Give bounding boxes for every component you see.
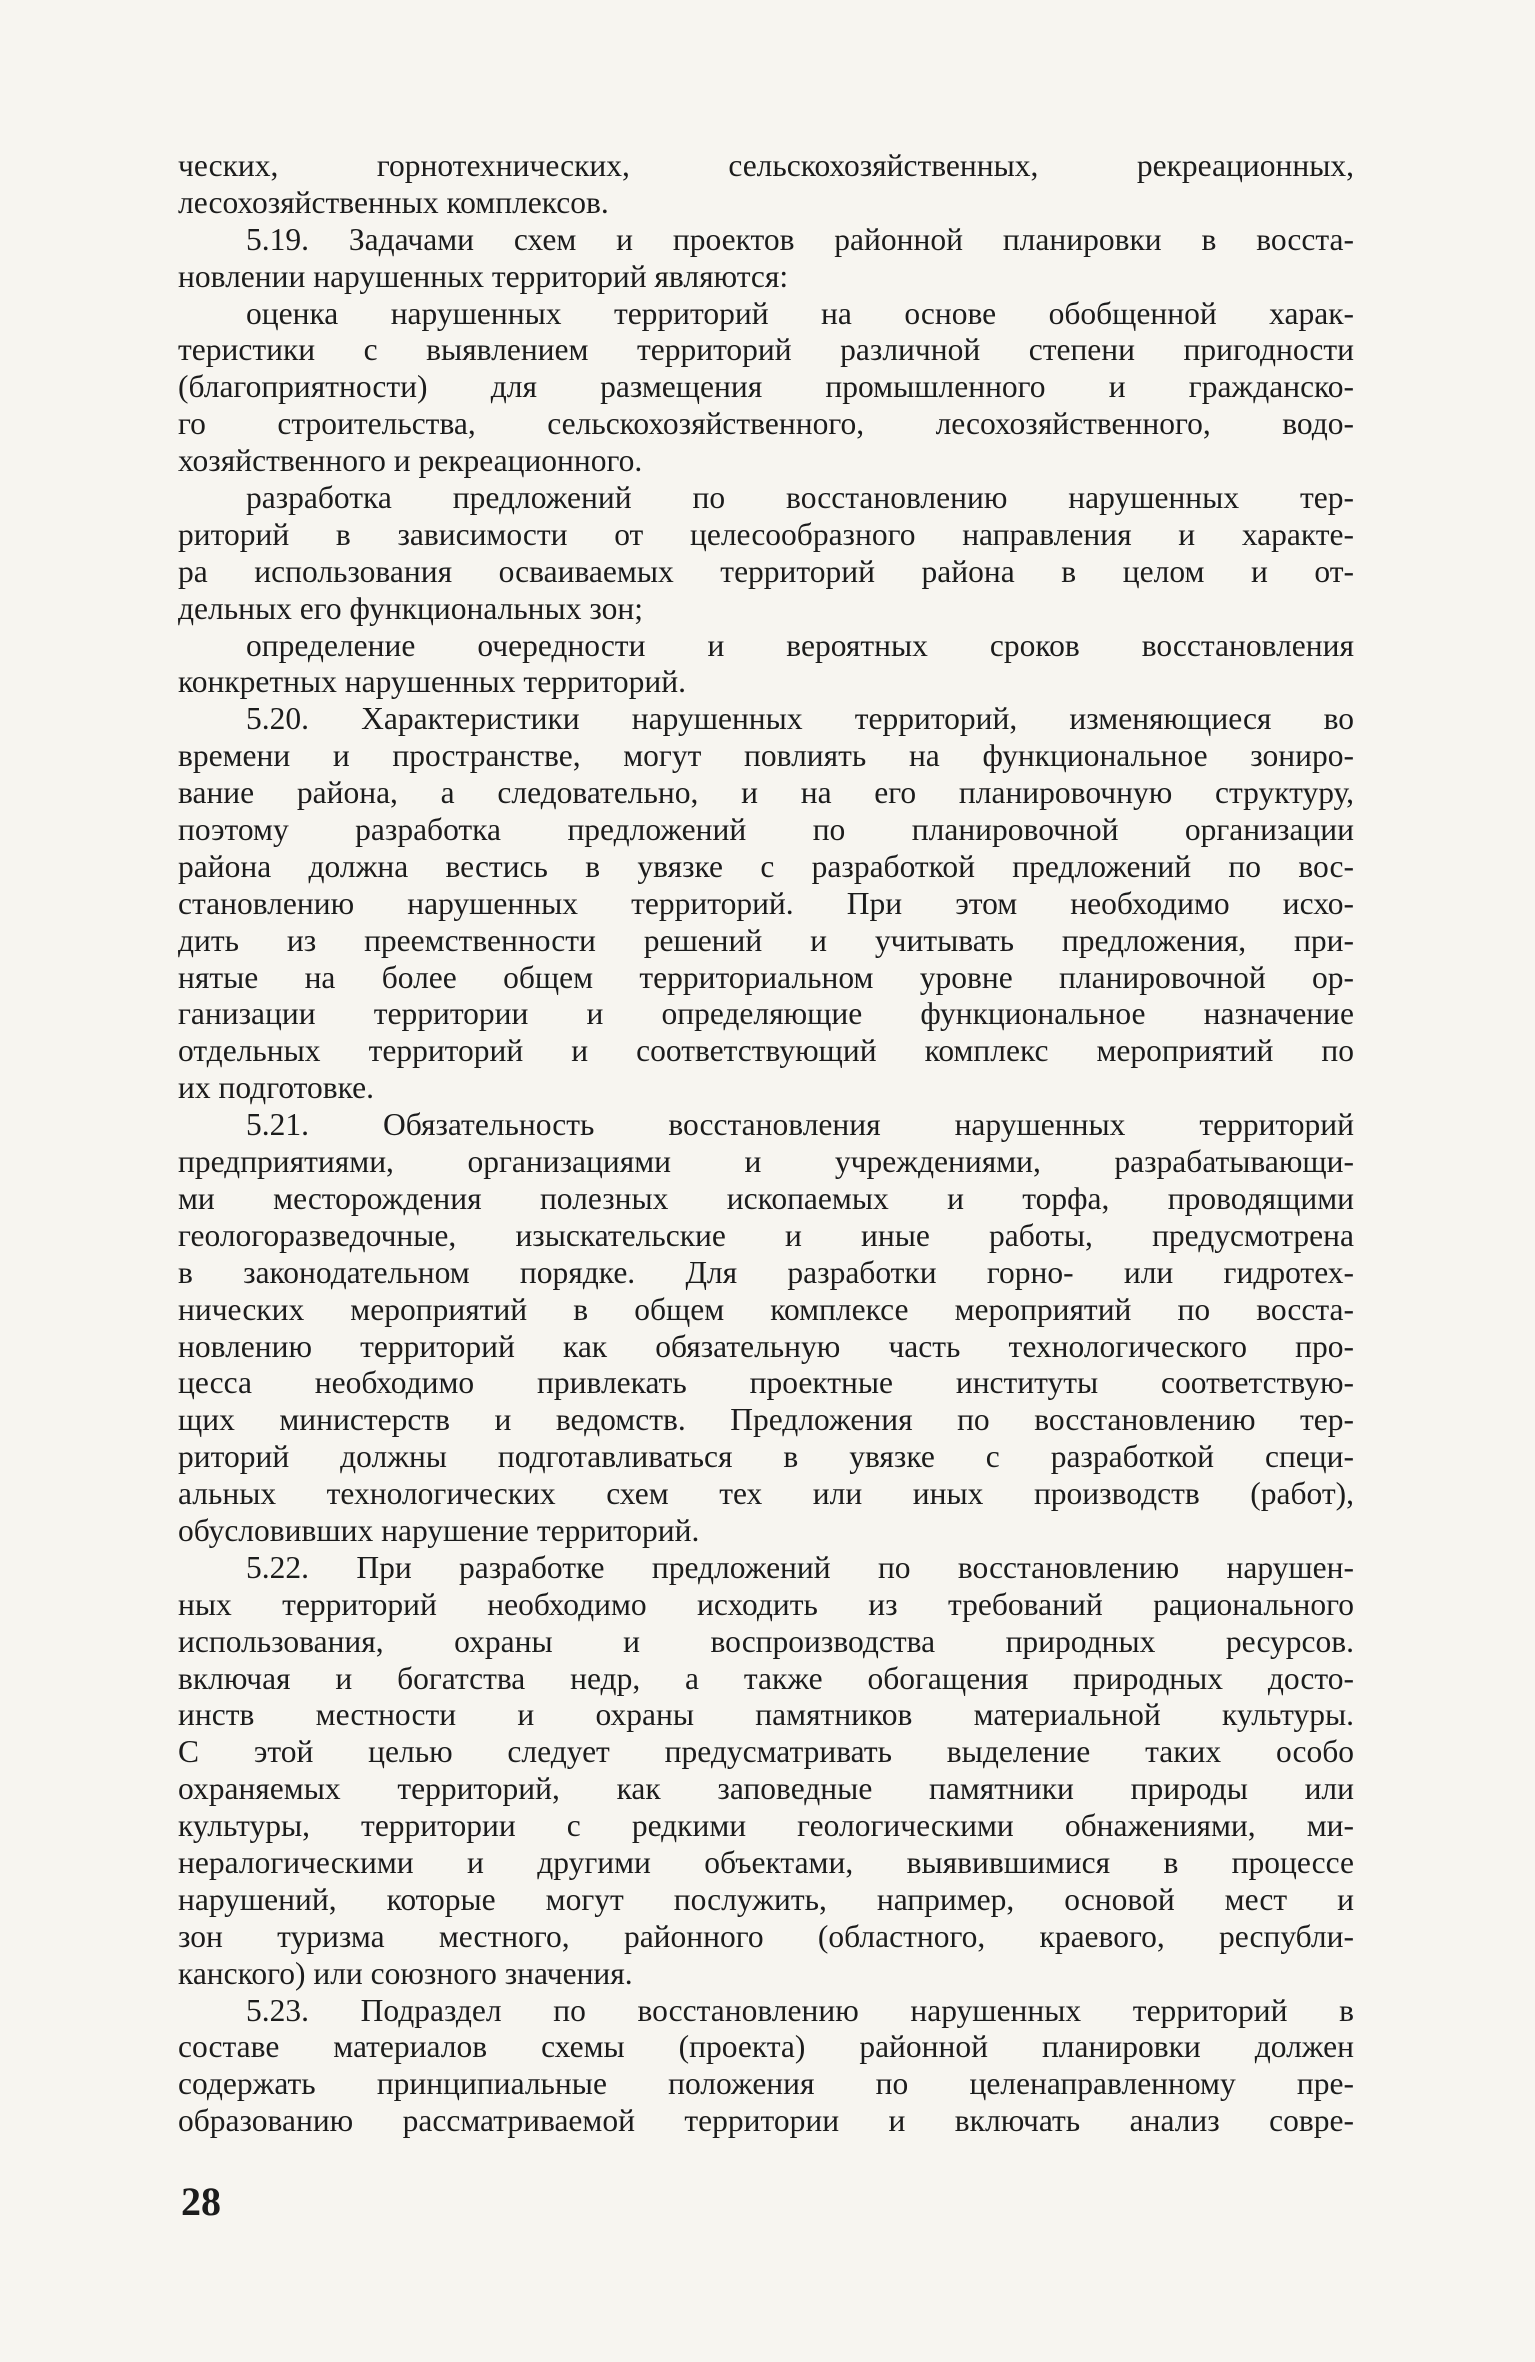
text-line: ра использования осваиваемых территорий района в целом и от- xyxy=(178,553,1354,589)
text-line: инств местности и охраны памятников материальной культуры. xyxy=(178,1697,1354,1733)
text-line: ных территорий необходимо исходить из требований рационального xyxy=(178,1586,1354,1622)
text-line: отдельных территорий и соответствующий комплекс мероприятий по xyxy=(178,1033,1354,1069)
text-line: дельных его функциональных зон; xyxy=(178,590,643,626)
text-line: определение очередности и вероятных сроков восстановления xyxy=(246,627,1354,663)
text-line: риторий должны подготавливаться в увязке с разработкой специ- xyxy=(178,1439,1354,1475)
text-line: времени и пространстве, могут повлиять на функциональное зониро- xyxy=(178,738,1354,774)
text-line: С этой целью следует предусматривать выделение таких особо xyxy=(178,1734,1354,1770)
document-body xyxy=(178,148,1354,2140)
text-line: становлению нарушенных территорий. При этом необходимо исхо- xyxy=(178,885,1354,921)
text-line: 5.23. Подраздел по восстановлению нарушенных территорий в xyxy=(246,1992,1354,2028)
text-line: вание района, а следовательно, и на его планировочную структуру, xyxy=(178,775,1354,811)
text-line: лесохозяйственных комплексов. xyxy=(178,184,609,220)
text-line: ми месторождения полезных ископаемых и торфа, проводящими xyxy=(178,1180,1354,1216)
text-line: охраняемых территорий, как заповедные памятники природы или xyxy=(178,1771,1354,1807)
text-line: составе материалов схемы (проекта) районной планировки должен xyxy=(178,2029,1354,2065)
text-line: 5.22. При разработке предложений по восстановлению нарушен- xyxy=(246,1549,1354,1585)
text-line: их подготовке. xyxy=(178,1070,375,1106)
text-line: цесса необходимо привлекать проектные институты соответствую- xyxy=(178,1365,1354,1401)
text-line: ческих, горнотехнических, сельскохозяйственных, рекреационных, xyxy=(178,148,1354,183)
text-line: 5.21. Обязательность восстановления нарушенных территорий xyxy=(246,1107,1354,1143)
text-line: конкретных нарушенных территорий. xyxy=(178,664,686,700)
text-line: нарушений, которые могут послужить, например, основой мест и xyxy=(178,1881,1354,1917)
text-line: хозяйственного и рекреационного. xyxy=(178,443,643,479)
text-line: в законодательном порядке. Для разработки горно- или гидротех- xyxy=(178,1254,1354,1290)
text-line: поэтому разработка предложений по планировочной организации xyxy=(178,812,1354,848)
text-line: культуры, территории с редкими геологическими обнажениями, ми- xyxy=(178,1808,1354,1844)
text-line: нических мероприятий в общем комплексе мероприятий по восста- xyxy=(178,1291,1354,1327)
page-number: 28 xyxy=(181,2179,221,2224)
text-line: щих министерств и ведомств. Предложения по восстановлению тер- xyxy=(178,1402,1354,1438)
text-line: зон туризма местного, районного (областного, краевого, республи- xyxy=(178,1918,1354,1954)
text-line: (благоприятности) для размещения промышленного и гражданско- xyxy=(178,369,1354,405)
text-line: содержать принципиальные положения по целенаправленному пре- xyxy=(178,2066,1354,2102)
text-line: дить из преемственности решений и учитывать предложения, при- xyxy=(178,922,1354,958)
text-line: альных технологических схем тех или иных производств (работ), xyxy=(178,1476,1354,1512)
text-line: включая и богатства недр, а также обогащения природных досто- xyxy=(178,1660,1354,1696)
text-line: образованию рассматриваемой территории и включать анализ совре- xyxy=(178,2103,1354,2139)
text-line: 5.20. Характеристики нарушенных территорий, изменяющиеся во xyxy=(246,701,1354,737)
text-line: новлению территорий как обязательную часть технологического про- xyxy=(178,1328,1354,1364)
text-line: новлении нарушенных территорий являются: xyxy=(178,258,789,294)
text-line: геологоразведочные, изыскательские и иные работы, предусмотрена xyxy=(178,1217,1354,1253)
text-line: канского) или союзного значения. xyxy=(178,1955,633,1991)
text-line: оценка нарушенных территорий на основе обобщенной харак- xyxy=(246,295,1354,331)
text-line: использования, охраны и воспроизводства природных ресурсов. xyxy=(178,1623,1354,1659)
text-line: предприятиями, организациями и учреждениями, разрабатывающи- xyxy=(178,1144,1354,1180)
text-line: нятые на более общем территориальном уровне планировочной ор- xyxy=(178,959,1354,995)
text-line: 5.19. Задачами схем и проектов районной планировки в восста- xyxy=(246,221,1354,257)
text-line: го строительства, сельскохозяйственного, лесохозяйственного, водо- xyxy=(178,406,1354,442)
text-line: ганизации территории и определяющие функциональное назначение xyxy=(178,996,1354,1032)
text-line: теристики с выявлением территорий различной степени пригодности xyxy=(178,332,1354,368)
text-line: обусловивших нарушение территорий. xyxy=(178,1512,700,1548)
text-line: района должна вестись в увязке с разработкой предложений по вос- xyxy=(178,848,1354,884)
text-line: нералогическими и другими объектами, выявившимися в процессе xyxy=(178,1844,1354,1880)
text-line: риторий в зависимости от целесообразного направления и характе- xyxy=(178,516,1354,552)
text-line: разработка предложений по восстановлению нарушенных тер- xyxy=(246,480,1354,516)
